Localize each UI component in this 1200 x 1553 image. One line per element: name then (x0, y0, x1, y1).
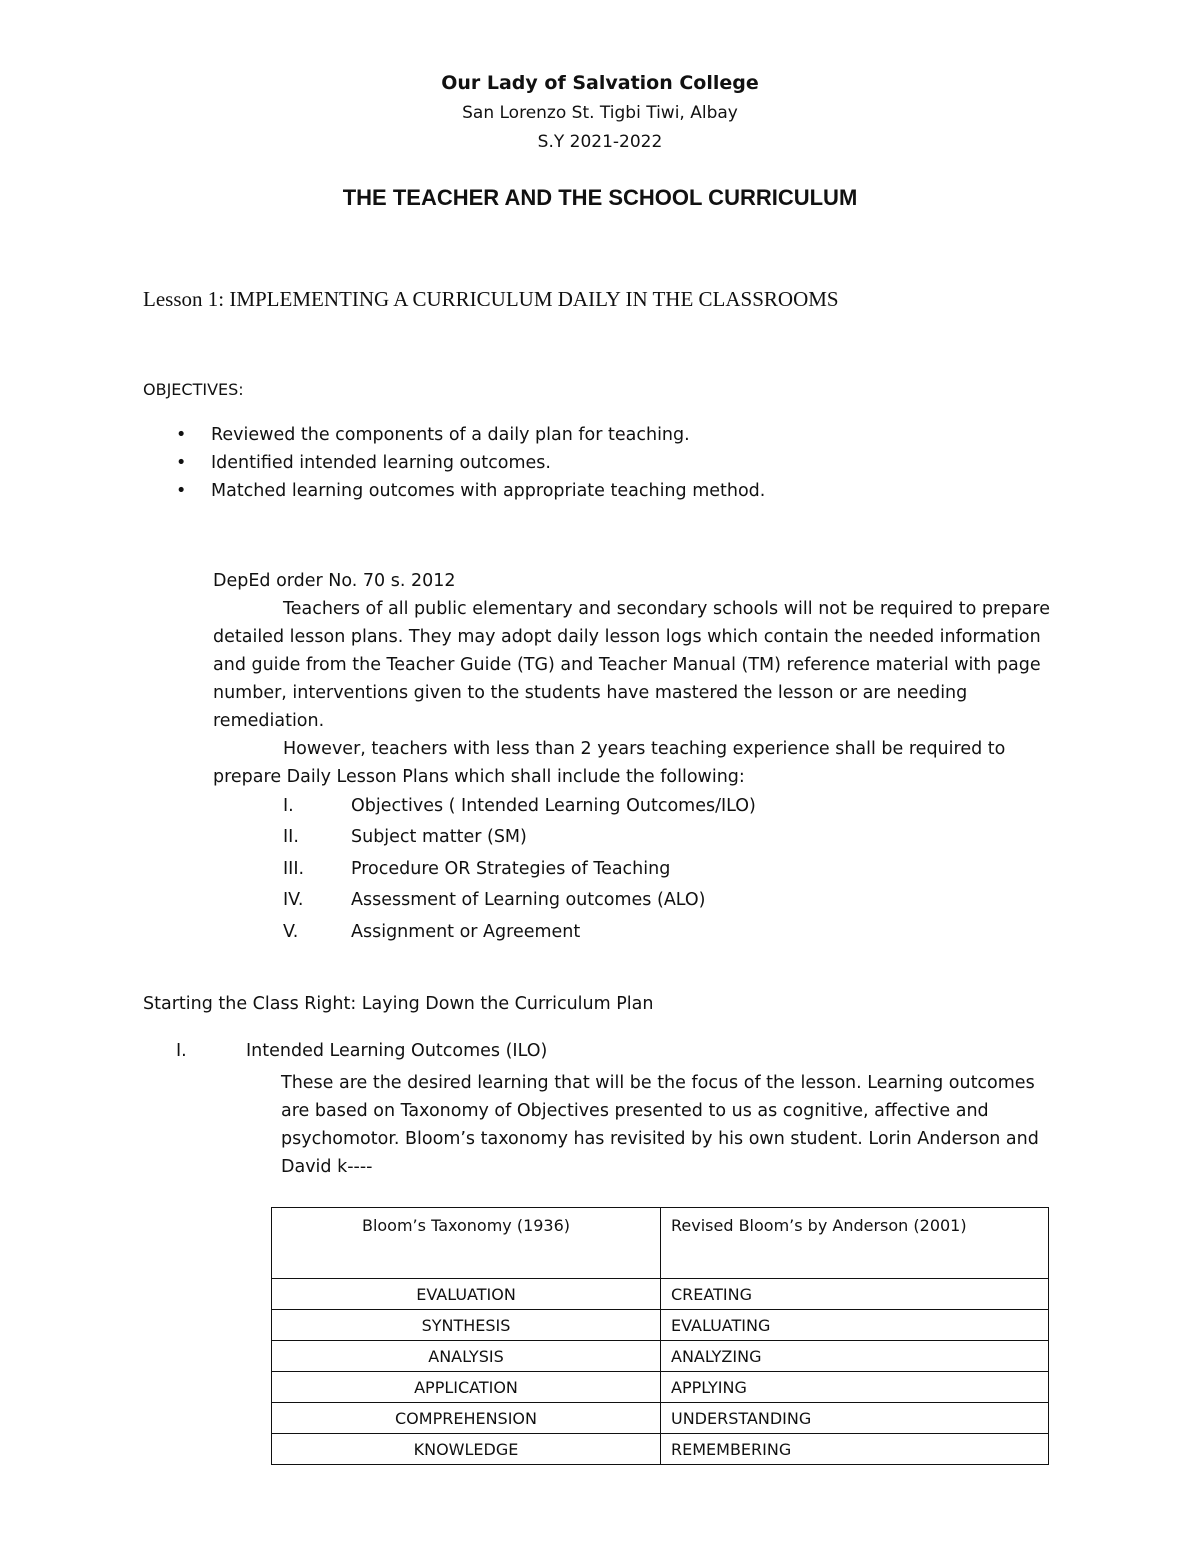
table-cell: ANALYZING (661, 1341, 1049, 1372)
table-cell: ANALYSIS (272, 1341, 661, 1372)
school-name: Our Lady of Salvation College (441, 72, 759, 94)
table-header-cell: Bloom’s Taxonomy (1936) (272, 1208, 661, 1279)
section-heading: Starting the Class Right: Laying Down the Curriculum Plan (143, 994, 654, 1014)
objective-item (176, 453, 551, 473)
component-text: Subject matter (SM) (351, 827, 527, 847)
component-number: IV. (283, 890, 304, 910)
ilo-title: Intended Learning Outcomes (ILO) (246, 1041, 548, 1061)
school-year: S.Y 2021-2022 (537, 132, 663, 152)
ilo-heading (176, 1041, 547, 1061)
table-row (272, 1403, 1049, 1434)
table-row (272, 1310, 1049, 1341)
component-number: III. (283, 859, 305, 879)
deped-order-number: DepEd order No. 70 s. 2012 (213, 571, 456, 591)
table-row (272, 1279, 1049, 1310)
component-text: Assignment or Agreement (351, 922, 581, 942)
table-cell: CREATING (661, 1279, 1049, 1310)
bullet-icon: • (176, 481, 187, 501)
component-item (283, 827, 527, 847)
table-cell: REMEMBERING (661, 1434, 1049, 1465)
table-cell: KNOWLEDGE (272, 1434, 661, 1465)
bullet-icon: • (176, 453, 187, 473)
ilo-number: I. (176, 1041, 187, 1061)
table-header-row (272, 1208, 1049, 1279)
deped-paragraph: Teachers of all public elementary and secondary schools will not be required to prepare detailed lesson plans. They may adopt daily lesson logs which contain the needed information and guide from the Teacher Guide (TG) and Teacher Manual (TM) reference material with page number, interventions given to the students have mastered the lesson or are needing remediation. (213, 599, 1050, 731)
table-cell: COMPREHENSION (272, 1403, 661, 1434)
component-item (283, 796, 756, 816)
component-text: Assessment of Learning outcomes (ALO) (351, 890, 706, 910)
component-item (283, 922, 580, 942)
table-cell: APPLICATION (272, 1372, 661, 1403)
deped-paragraph: However, teachers with less than 2 years teaching experience shall be required to prepare Daily Lesson Plans which shall include the following: (213, 739, 1006, 787)
objective-text: Matched learning outcomes with appropriate teaching method. (211, 481, 766, 501)
objective-text: Reviewed the components of a daily plan for teaching. (211, 425, 690, 445)
deped-order-block (213, 567, 1063, 791)
table-header-cell: Revised Bloom’s by Anderson (2001) (661, 1208, 1049, 1279)
table-row (272, 1372, 1049, 1403)
objective-text: Identified intended learning outcomes. (211, 453, 551, 473)
document-title: THE TEACHER AND THE SCHOOL CURRICULUM (342, 185, 858, 210)
table-row (272, 1341, 1049, 1372)
component-text: Objectives ( Intended Learning Outcomes/ILO) (351, 796, 756, 816)
ilo-paragraph: These are the desired learning that will be the focus of the lesson. Learning outcomes are based on Taxonomy of Objectives presented to us as cognitive, affective and psychomotor. Bloom’s taxonomy has revisited by his own student. Lorin Anderson and David k---- (281, 1073, 1039, 1177)
table-cell: SYNTHESIS (272, 1310, 661, 1341)
table-cell: EVALUATING (661, 1310, 1049, 1341)
school-address: San Lorenzo St. Tigbi Tiwi, Albay (462, 103, 738, 123)
objectives-heading: OBJECTIVES: (143, 380, 244, 399)
table-cell: APPLYING (661, 1372, 1049, 1403)
bloom-taxonomy-table (271, 1207, 1049, 1465)
objective-item (176, 425, 690, 445)
component-text: Procedure OR Strategies of Teaching (351, 859, 671, 879)
component-number: I. (283, 796, 294, 816)
table-cell: UNDERSTANDING (661, 1403, 1049, 1434)
table-row (272, 1434, 1049, 1465)
component-number: II. (283, 827, 299, 847)
bullet-icon: • (176, 425, 187, 445)
objective-item (176, 481, 765, 501)
table-cell: EVALUATION (272, 1279, 661, 1310)
lesson-title: Lesson 1: IMPLEMENTING A CURRICULUM DAILY IN THE CLASSROOMS (143, 287, 839, 311)
component-number: V. (283, 922, 299, 942)
component-item (283, 859, 670, 879)
component-item (283, 890, 706, 910)
